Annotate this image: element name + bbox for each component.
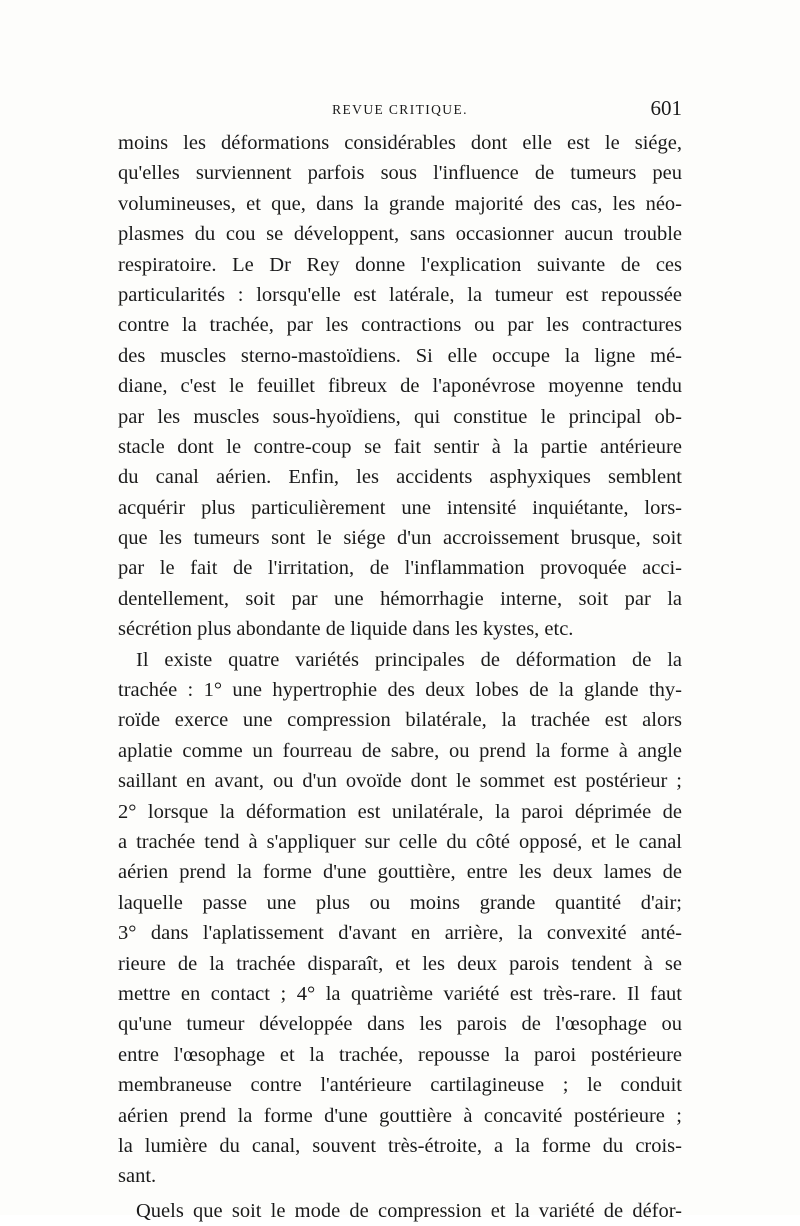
text-line: a trachée tend à s'appliquer sur celle du côté opposé, et le canal: [118, 830, 682, 853]
text-line: respiratoire. Le Dr Rey donne l'explication suivante de ces: [118, 253, 682, 276]
text-line: entre l'œsophage et la trachée, repousse la paroi postérieure: [118, 1043, 682, 1066]
text-line: par le fait de l'irritation, de l'inflammation provoquée acci-: [118, 557, 682, 580]
text-line: roïde exerce une compression bilatérale, la trachée est alors: [118, 709, 682, 732]
text-line: stacle dont le contre-coup se fait sentir à la partie antérieure: [118, 435, 682, 458]
running-head: REVUE CRITIQUE.: [332, 102, 468, 117]
page-number: 601: [650, 96, 682, 120]
text-line: qu'une tumeur développée dans les parois de l'œsophage ou: [118, 1013, 682, 1036]
text-line: Quels que soit le mode de compression et la variété de défor-: [136, 1199, 682, 1222]
text-line: la lumière du canal, souvent très-étroite, a la forme du crois-: [118, 1134, 682, 1157]
body-text: [118, 128, 682, 1226]
text-line: rieure de la trachée disparaît, et les deux parois tendent à se: [118, 952, 682, 975]
text-line: Il existe quatre variétés principales de déformation de la: [136, 648, 682, 671]
text-line: 3° dans l'aplatissement d'avant en arrière, la convexité anté-: [118, 922, 682, 945]
text-line: par les muscles sous-hyoïdiens, qui constitue le principal ob-: [118, 405, 682, 428]
text-line: qu'elles surviennent parfois sous l'influence de tumeurs peu: [118, 162, 682, 185]
text-line: saillant en avant, ou d'un ovoïde dont le sommet est postérieur ;: [118, 770, 682, 793]
text-line: des muscles sterno-mastoïdiens. Si elle occupe la ligne mé-: [118, 344, 682, 367]
text-line: particularités : lorsqu'elle est latérale, la tumeur est repoussée: [118, 283, 682, 306]
text-line: contre la trachée, par les contractions ou par les contractures: [118, 314, 682, 337]
text-line: aérien prend la forme d'une gouttière à concavité postérieure ;: [118, 1104, 682, 1127]
page-header: [118, 96, 682, 126]
text-line: que les tumeurs sont le siége d'un accroissement brusque, soit: [118, 527, 682, 550]
text-line: laquelle passe une plus ou moins grande quantité d'air;: [118, 891, 682, 914]
text-line: 2° lorsque la déformation est unilatérale, la paroi déprimée de: [118, 800, 682, 823]
text-line: aplatie comme un fourreau de sabre, ou prend la forme à angle: [118, 739, 682, 762]
text-line: sécrétion plus abondante de liquide dans les kystes, etc.: [118, 618, 574, 641]
text-line: moins les déformations considérables dont elle est le siége,: [118, 132, 682, 154]
text-line: aérien prend la forme d'une gouttière, entre les deux lames de: [118, 861, 682, 884]
text-line: mettre en contact ; 4° la quatrième variété est très-rare. Il faut: [118, 982, 682, 1005]
text-line: sant.: [118, 1165, 157, 1188]
text-line: diane, c'est le feuillet fibreux de l'aponévrose moyenne tendu: [118, 375, 682, 398]
text-line: du canal aérien. Enfin, les accidents asphyxiques semblent: [118, 466, 682, 489]
text-line: acquérir plus particulièrement une intensité inquiétante, lors-: [118, 496, 682, 519]
text-line: trachée : 1° une hypertrophie des deux lobes de la glande thy-: [118, 679, 682, 702]
text-line: membraneuse contre l'antérieure cartilagineuse ; le conduit: [118, 1074, 682, 1097]
text-line: volumineuses, et que, dans la grande majorité des cas, les néo-: [118, 192, 682, 215]
text-line: plasmes du cou se développent, sans occasionner aucun trouble: [118, 223, 682, 246]
text-line: dentellement, soit par une hémorrhagie interne, soit par la: [118, 587, 682, 610]
